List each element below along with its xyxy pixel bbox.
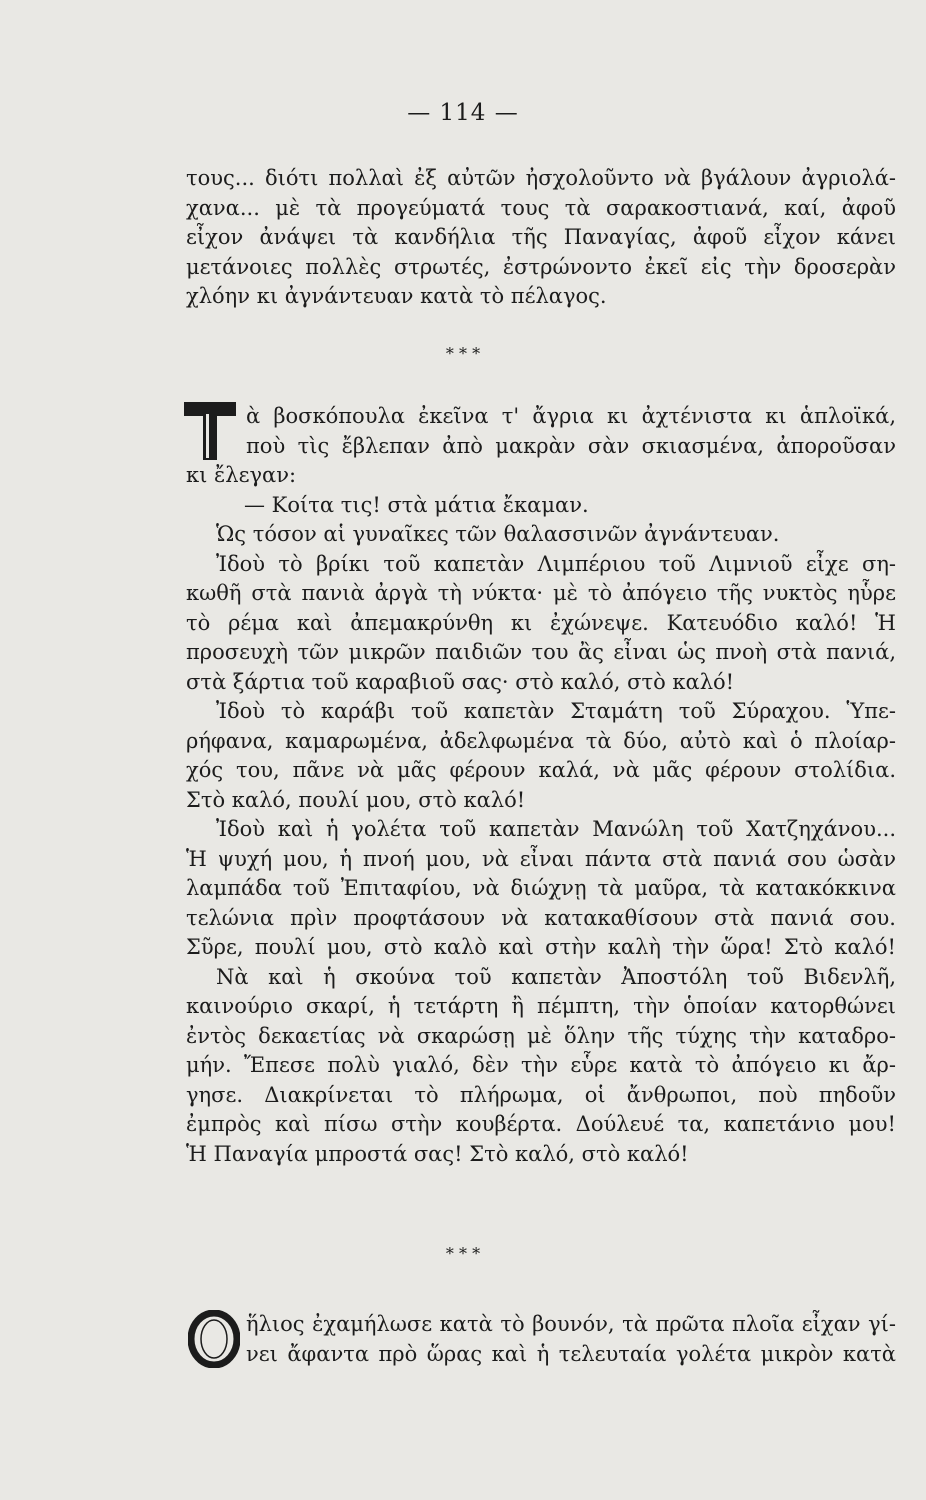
text-line: ρήφανα, καμαρωμένα, ἀδελφωμένα τὰ δύο, αὐτὸ καὶ ὁ πλοίαρ- <box>186 728 896 753</box>
text-line: στὰ ξάρτια τοῦ καραβιοῦ σας· στὸ καλό, στὸ καλό! <box>186 669 735 694</box>
text-line: χός του, πᾶνε νὰ μᾶς φέρουν καλά, νὰ μᾶς φέρουν στολίδια. <box>186 758 896 782</box>
paragraph-opening <box>186 164 896 312</box>
paragraph-sunset <box>186 1310 896 1369</box>
text-line: ἐντὸς δεκαετίας νὰ σκαρώσῃ μὲ ὅλην τῆς τύχης τὴν καταδρο- <box>186 1023 896 1048</box>
text-line: κι ἔλεγαν: <box>186 463 297 487</box>
text-line: προσευχὴ τῶν μικρῶν παιδιῶν του ἂς εἶναι ὡς πνοὴ στὰ πανιά, <box>186 640 896 664</box>
text-line: Ἰδοὺ τὸ καράβι τοῦ καπετὰν Σταμάτη τοῦ Σύραχου. Ὑπε- <box>216 699 896 723</box>
dialogue-line: — Κοίτα τις! στὰ μάτια ἔκαμαν. <box>244 492 589 517</box>
section-separator-2 <box>0 1244 926 1263</box>
text-line: ὰ βοσκόπουλα ἐκεῖνα τ' ἄγρια κι ἀχτένιστα κι ἁπλοϊκά, <box>246 404 896 428</box>
text-line: χλόην κι ἀγνάντευαν κατὰ τὸ πέλαγος. <box>186 284 607 308</box>
section-separator <box>0 344 926 363</box>
text-line: μήν. Ἔπεσε πολὺ γιαλό, δὲν τὴν εὗρε κατὰ τὸ ἀπόγειο κι ἄρ- <box>186 1053 896 1077</box>
text-line: Ἰδοὺ τὸ βρίκι τοῦ καπετὰν Λιμπέριου τοῦ Λιμνιοῦ εἶχε ση- <box>216 551 896 576</box>
asterism: * * * <box>445 1244 481 1263</box>
text-line: Νὰ καὶ ἡ σκούνα τοῦ καπετὰν Ἀποστόλη τοῦ Βιδενλῆ, <box>216 964 896 989</box>
text-line: λαμπάδα τοῦ Ἐπιταφίου, νὰ διώχνῃ τὰ μαῦρα, τὰ κατακόκκινα <box>186 876 896 900</box>
text-line: ἐμπρὸς καὶ πίσω στὴν κουβέρτα. Δούλευέ τα, καπετάνιο μου! <box>186 1112 896 1136</box>
asterism: * * * <box>445 344 481 363</box>
drop-cap-letter: Ο <box>188 1310 189 1311</box>
text-line: καινούριο σκαρί, ἡ τετάρτη ἢ πέμπτη, τὴν ὁποίαν κατορθώνει <box>186 994 896 1018</box>
paragraph-bosko <box>186 402 896 1169</box>
text-line: Ἡ ψυχή μου, ἡ πνοή μου, νὰ εἶναι πάντα στὰ πανιά σου ὡσὰν <box>186 846 896 871</box>
text-line: ποὺ τὶς ἔβλεπαν ἀπὸ μακρὰν σὰν σκιασμένα, ἀποροῦσαν <box>246 433 896 458</box>
text-line: μετάνοιες πολλὲς στρωτές, ἐστρώνοντο ἐκεῖ εἰς τὴν δροσερὰν <box>186 254 896 279</box>
text-line: τους... διότι πολλαὶ ἐξ αὐτῶν ἠσχολοῦντο νὰ βγάλουν ἀγριολά- <box>186 166 896 190</box>
text-line: Ἰδοὺ καὶ ἡ γολέτα τοῦ καπετὰν Μανώλη τοῦ Χατζηχάνου... <box>216 817 896 841</box>
text-line: τελώνια πρὶν προφτάσουν νὰ κατακαθίσουν στὰ πανιά σου. <box>186 905 896 930</box>
text-line: εἶχον ἀνάψει τὰ κανδήλια τῆς Παναγίας, ἀφοῦ εἶχον κάνει <box>186 225 896 249</box>
text-line: νει ἄφαντα πρὸ ὥρας καὶ ἡ τελευταία γολέτα μικρὸν κατὰ <box>246 1341 896 1366</box>
text-line: ἥλιος ἐχαμήλωσε κατὰ τὸ βουνόν, τὰ πρῶτα πλοῖα εἶχαν γί- <box>246 1312 896 1336</box>
text-line: γησε. Διακρίνεται τὸ πλήρωμα, οἱ ἄνθρωποι, ποὺ πηδοῦν <box>186 1082 896 1107</box>
text-line: Ἡ Παναγία μπροστά σας! Στὸ καλό, στὸ καλό! <box>186 1141 689 1166</box>
page-number: — 114 — <box>407 100 519 126</box>
text-line: τὸ ρέμα καὶ ἀπεμακρύνθη κι ἐχώνεψε. Κατευόδιο καλό! Ἡ <box>186 610 896 635</box>
text-line: Στὸ καλό, πουλί μου, στὸ καλό! <box>186 787 526 812</box>
text-line: Σῦρε, πουλί μου, στὸ καλὸ καὶ στὴν καλὴ τὴν ὥρα! Στὸ καλό! <box>186 935 896 959</box>
text-line: κωθῆ στὰ πανιὰ ἀργὰ τὴ νύκτα· μὲ τὸ ἀπόγειο τῆς νυκτὸς ηὗρε <box>186 581 896 605</box>
text-line: Ὡς τόσον αἱ γυναῖκες τῶν θαλασσινῶν ἀγνάντευαν. <box>216 522 780 546</box>
text-line: χανα... μὲ τὰ προγεύματά τους τὰ σαρακοστιανά, καί, ἀφοῦ <box>186 195 896 220</box>
